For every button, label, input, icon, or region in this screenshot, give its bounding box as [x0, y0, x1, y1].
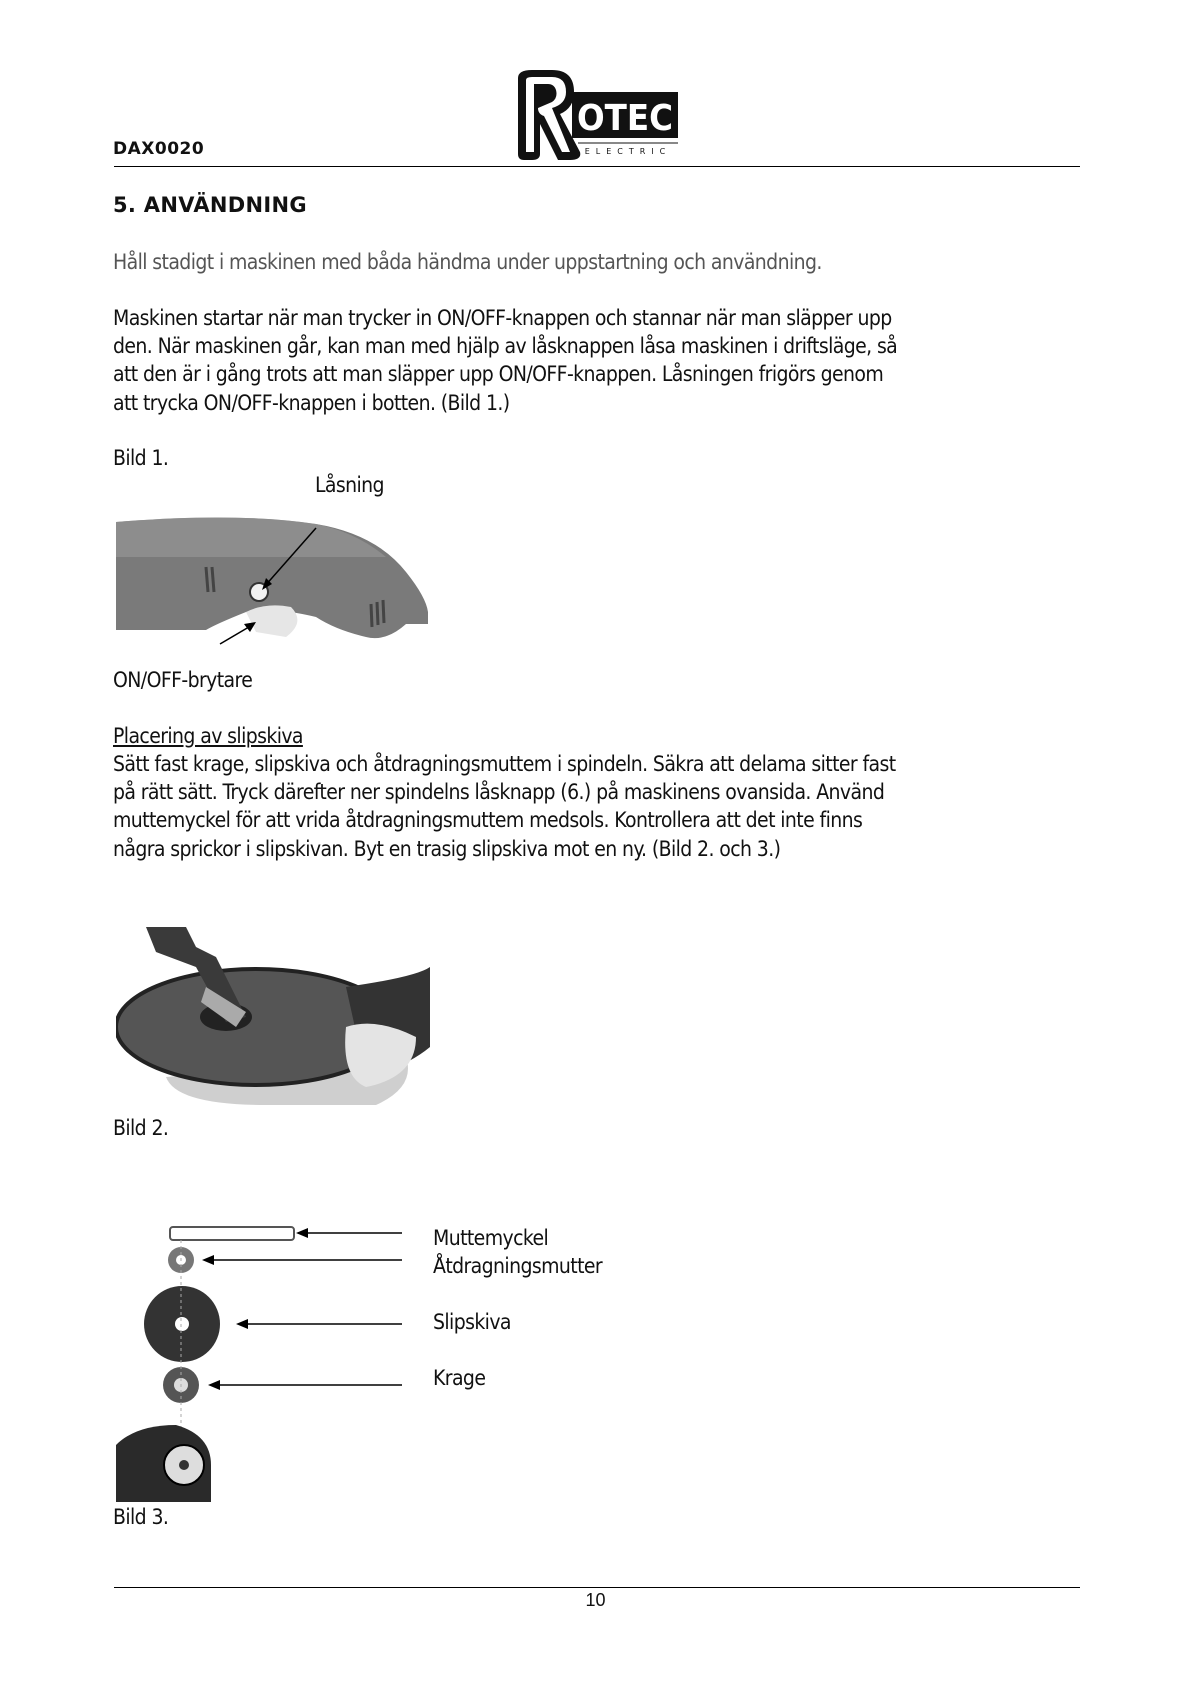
paragraph-line: Maskinen startar när man trycker in ON/OFF-knappen och stannar när man släpper upp [113, 306, 892, 330]
label-clamping-nut: Åtdragningsmutter [433, 1254, 603, 1278]
svg-text:ELECTRIC: ELECTRIC [584, 147, 672, 156]
figure1-caption: Bild 1. [113, 446, 169, 470]
page-number: 10 [585, 1590, 606, 1610]
rotec-logo [512, 68, 682, 162]
label-lock: Låsning [315, 473, 384, 497]
subheading: Placering av slipskiva [113, 724, 303, 748]
label-switch: ON/OFF-brytare [113, 668, 253, 692]
paragraph-line: på rätt sätt. Tryck därefter ner spindelns låsknapp (6.) på maskinens ovansida. Använd [113, 780, 885, 804]
figure3-parts-diagram [116, 1220, 416, 1506]
figure1-grinder-handle-photo [116, 512, 428, 680]
paragraph-line: muttemyckel för att vrida åtdragningsmuttem medsols. Kontrollera att det inte finns [113, 808, 863, 832]
paragraph-line: några sprickor i slipskivan. Byt en trasig slipskiva mot en ny. (Bild 2. och 3.) [113, 837, 781, 861]
paragraph-line: att trycka ON/OFF-knappen i botten. (Bild 1.) [113, 391, 510, 415]
figure3-caption: Bild 3. [113, 1505, 169, 1529]
paragraph-line: att den är i gång trots att man släpper upp ON/OFF-knappen. Låsningen frigörs genom [113, 362, 884, 386]
svg-text:OTEC: OTEC [577, 98, 673, 139]
figure2-disc-mounting-photo [116, 927, 430, 1109]
label-wrench: Muttemyckel [433, 1226, 549, 1250]
footer-divider [114, 1587, 1080, 1588]
label-disc: Slipskiva [433, 1310, 511, 1334]
header-divider [114, 166, 1080, 167]
paragraph-line: den. När maskinen går, kan man med hjälp av låsknappen låsa maskinen i driftsläge, så [113, 334, 898, 358]
figure2-caption: Bild 2. [113, 1116, 169, 1140]
paragraph-line: Sätt fast krage, slipskiva och åtdragningsmuttem i spindeln. Säkra att delama sitter fast [113, 752, 896, 776]
intro-text: Håll stadigt i maskinen med båda händma under uppstartning och användning. [113, 250, 822, 274]
section-heading: 5. ANVÄNDNING [113, 193, 307, 217]
label-flange: Krage [433, 1366, 486, 1390]
document-id: DAX0020 [113, 139, 205, 159]
